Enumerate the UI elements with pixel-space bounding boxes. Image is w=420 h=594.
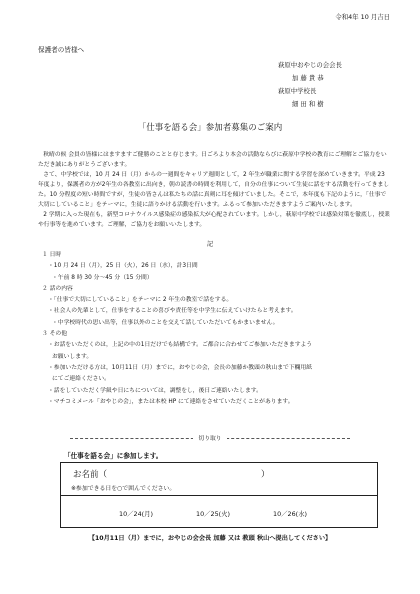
detail-line: ・参加いただける方は，10月11日（月）までに，おやじの会，会長の加藤か教頭の秋山まで下欄用紙 (48, 364, 313, 371)
detail-line: ・お話をいただくのは，上記の中の1日だけでも結構です。ご都合に合わせてご参加いただきますよう (48, 342, 313, 349)
addressee: 保護者の皆様へ (38, 46, 85, 54)
name-label: お名前（ (73, 470, 108, 480)
body-paragraph-1: 秋晴の候 会員の皆様にはますますご健勝のことと存じます。日ごろより本会の活動ならびに萩原中学校の教育にご理解とご協力をいただき誠にありがとうございます。 (38, 152, 387, 168)
cut-label-text: 切り取り (193, 436, 226, 442)
detail-line: ・話をしていただく学級や日にちについては，調整をし，後日ご連絡いたします。 (48, 387, 262, 394)
detail-line: ・「仕事で大切にしていること」をテーマに 2 年生の教室で話をする。 (48, 297, 233, 304)
detail-line: ・10 月 24 日（月），25 日（火），26 日（水），計3日間 (48, 263, 198, 270)
detail-line: ・社会人の先輩として，仕事をすることの喜びや責任等を中学生に伝えていけたらと考えます。 (48, 308, 297, 315)
date-option-3[interactable]: 10／26(水) (273, 510, 308, 518)
detail-line: お願いします。 (52, 353, 93, 360)
form-divider (61, 495, 377, 496)
submission-deadline: 【10月11日（月）までに，おやじの会会長 加藤 又は 教頭 秋山へ提出してください】 (88, 535, 332, 542)
date-option-1[interactable]: 10／24(月) (119, 510, 154, 518)
detail-line: １ 日時 (42, 252, 62, 258)
detail-line: ２ 話の内容 (42, 285, 73, 292)
body-paragraph-3: 2 学期に入った現在も，新型コロナウイルス感染症の感染拡大が心配されています。しかし，萩原中学校では感染対策を徹底し，授業や行事等を進めています。ご理解，ご協力をお願いいたします。 (38, 212, 390, 228)
form-box (60, 462, 378, 528)
form-title: 「仕事を語る会」に参加します。 (64, 452, 163, 460)
issue-date: 令和4年 10 月吉日 (335, 13, 390, 21)
sender-name-2: 細 田 和 樹 (292, 100, 324, 108)
body-paragraph-2: さて、中学校では，10 月 24 日（月）からの一週間をキャリア週間として，2 年生が職業に関する学習を深めていきます。平成 23 年度より，保護者の方が2年生の各教室に出向き，朝の読書の時間を利用して，自分の仕事について生徒に話をする活動を行ってきました。10 分程度の短い時間ですが，生徒の皆さんは私たちの話に真剣に耳を傾けていました。そこで，本年度も下記のように，「仕事で大切にしていること」をテーマに，生徒に語りかける活動を行います。ふるって参加いただきますようご案内いたします。 (38, 172, 390, 208)
sender-title-1: 萩原中おやじの会会長 (278, 61, 342, 69)
name-label-close: ） (261, 470, 270, 480)
date-option-2[interactable]: 10／25(火) (196, 510, 231, 518)
sender-title-2: 萩原中学校長 (278, 87, 317, 95)
detail-line: ・マチコミメール「おやじの会」，または本校 HP にて連絡をさせていただくことがあります。 (48, 398, 294, 405)
cut-label (0, 433, 420, 442)
ki-heading: 記 (206, 241, 214, 248)
form-note: ※参加できる日を○で囲んでください。 (71, 486, 176, 492)
detail-line: ３ その他 (42, 331, 68, 338)
document-title: 「仕事を語る会」参加者募集のご案内 (137, 123, 283, 133)
sender-name-1: 加 藤 貴 恭 (292, 74, 324, 82)
detail-line: ・中学校時代の思い出等，仕事以外のことを交えて話していただいてもかまいません。 (52, 319, 279, 326)
detail-line: ・午前 8 時 30 分～45 分（15 分間） (52, 274, 153, 281)
application-form (60, 448, 378, 528)
detail-line: にてご連絡ください。 (52, 376, 110, 383)
body-text (38, 150, 390, 230)
details-list (42, 250, 392, 408)
